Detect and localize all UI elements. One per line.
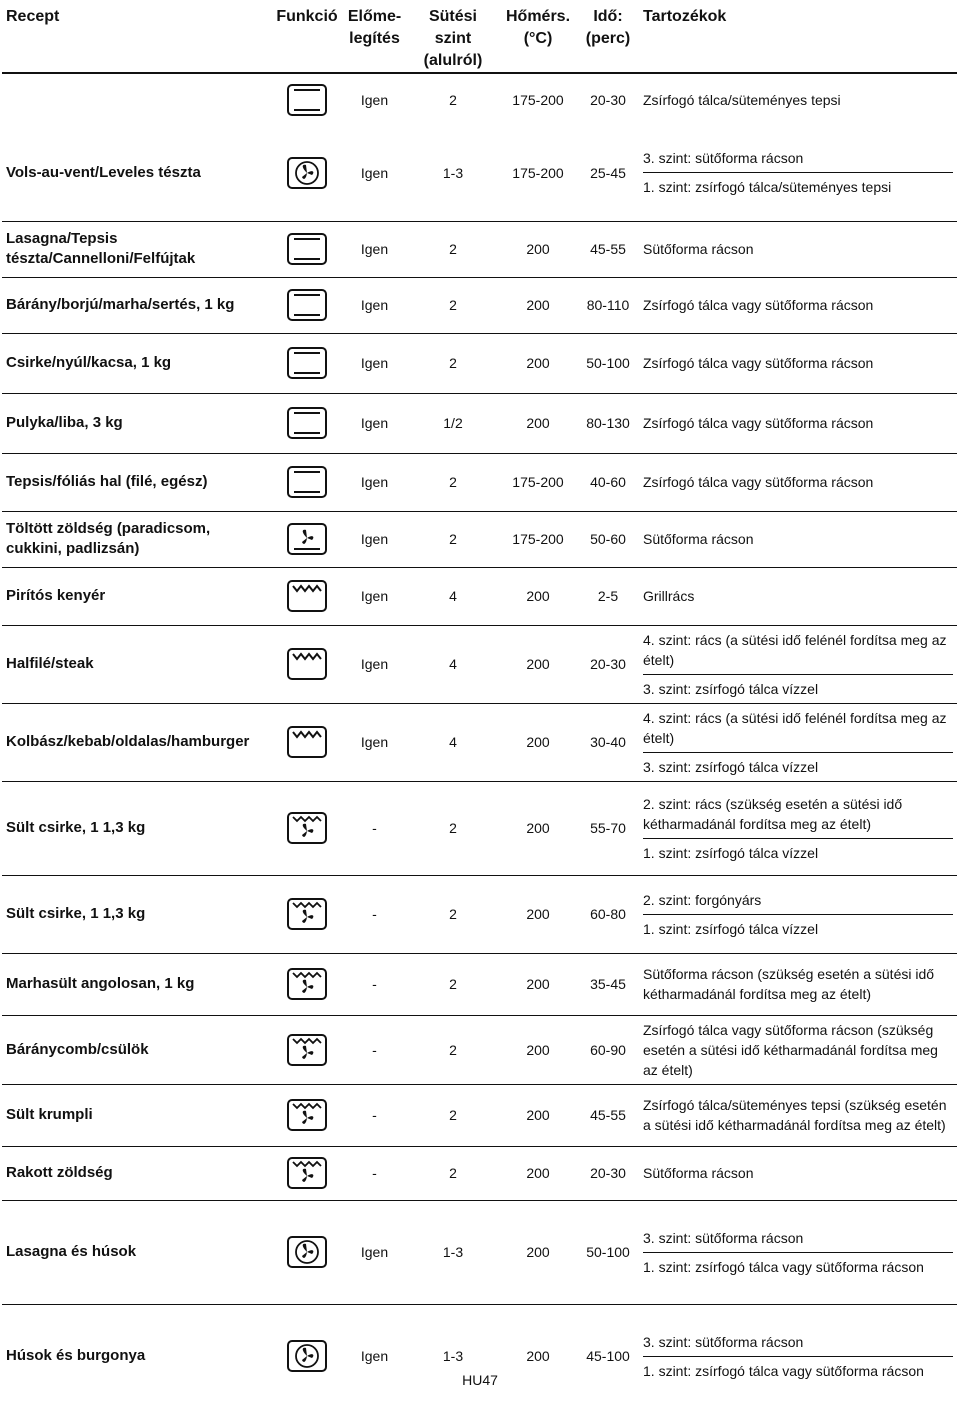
preheat-value: Igen [342, 703, 407, 781]
level-value: 4 [407, 567, 499, 625]
grill-icon [285, 646, 329, 682]
accessories-cell [639, 125, 957, 221]
level-value: 2 [449, 91, 457, 108]
temp-value: 200 [499, 221, 577, 277]
header-time: Idő: (perc) [577, 0, 639, 73]
accessory-line: 4. szint: rács (a sütési idő felénél fordítsa meg az ételt) [643, 709, 947, 746]
accessories-cell [639, 625, 957, 703]
accessory-line: Zsírfogó tálca/süteményes tepsi [643, 91, 841, 108]
accessories-cell [639, 781, 957, 875]
accessories-cell [639, 333, 957, 393]
turbo-grill-icon [285, 1155, 329, 1191]
table-row [2, 953, 957, 1015]
header-preheat: Előme- legítés [342, 0, 407, 73]
table-row [2, 1200, 957, 1304]
function-cell [272, 221, 342, 277]
time-value: 50-100 [577, 333, 639, 393]
turbo-grill-icon [285, 810, 329, 846]
function-cell [272, 453, 342, 511]
fan-bottom-icon [285, 521, 329, 557]
preheat-value: - [342, 1015, 407, 1084]
accessory-line: 1. szint: zsírfogó tálca vagy sütőforma rácson [643, 1356, 953, 1385]
preheat-value: - [342, 875, 407, 953]
temp-value: 200 [499, 277, 577, 333]
oven-top-bottom-icon [285, 287, 329, 323]
time-value: 40-60 [577, 453, 639, 511]
function-cell [272, 1015, 342, 1084]
accessories-cell [639, 393, 957, 453]
page-number: HU47 [462, 1372, 498, 1388]
fan-ring-icon [285, 155, 329, 191]
temp-value: 175-200 [512, 91, 564, 108]
function-cell [272, 333, 342, 393]
level-value: 2 [407, 781, 499, 875]
temp-value: 200 [499, 953, 577, 1015]
preheat-value: Igen [342, 1200, 407, 1304]
preheat-value: Igen [342, 453, 407, 511]
level-value: 2 [407, 875, 499, 953]
accessories-cell [639, 875, 957, 953]
preheat-value: Igen [360, 164, 389, 181]
function-cell [272, 1146, 342, 1200]
temp-value: 200 [499, 1200, 577, 1304]
level-value: 1-3 [407, 1200, 499, 1304]
preheat-value: Igen [342, 277, 407, 333]
oven-top-bottom-icon [285, 464, 329, 500]
recipe-name: Húsok és burgonya [2, 1304, 272, 1408]
recipe-name: Sült krumpli [2, 1084, 272, 1146]
table-row [2, 221, 957, 277]
table-row [2, 875, 957, 953]
function-cell [272, 1304, 342, 1408]
preheat-value: Igen [342, 333, 407, 393]
oven-top-bottom-icon [285, 345, 329, 381]
temp-value: 175-200 [499, 511, 577, 567]
accessory-line: Sütőforma rácson [643, 1165, 754, 1181]
temp-value: 200 [499, 625, 577, 703]
accessories-cell [639, 1015, 957, 1084]
level-value: 2 [407, 1084, 499, 1146]
preheat-value: Igen [342, 625, 407, 703]
preheat-value: Igen [342, 567, 407, 625]
table-row [2, 73, 957, 125]
table-row [2, 277, 957, 333]
function-cell [272, 953, 342, 1015]
level-value: 1/2 [407, 393, 499, 453]
recipe-name: Marhasült angolosan, 1 kg [2, 953, 272, 1015]
time-value: 80-110 [577, 277, 639, 333]
table-row [2, 1304, 957, 1408]
recipe-name: Lasagna/Tepsis tészta/Cannelloni/Felfújtak [2, 221, 272, 277]
accessory-line: 1. szint: zsírfogó tálca vagy sütőforma rácson [643, 1252, 953, 1281]
recipe-name: Sült csirke, 1 1,3 kg [2, 875, 272, 953]
table-body [2, 73, 957, 1408]
table-row [2, 1015, 957, 1084]
level-value: 1-3 [442, 164, 464, 181]
recipe-name: Töltött zöldség (paradicsom, cukkini, padlizsán) [2, 511, 272, 567]
accessories-cell [639, 953, 957, 1015]
turbo-grill-icon [285, 1032, 329, 1068]
level-value: 2 [407, 511, 499, 567]
accessory-line: 3. szint: zsírfogó tálca vízzel [643, 674, 953, 703]
turbo-grill-icon [285, 896, 329, 932]
temp-value: 200 [499, 1015, 577, 1084]
recipe-name: Bárány/borjú/marha/sertés, 1 kg [2, 277, 272, 333]
grill-icon [285, 724, 329, 760]
accessories-cell [639, 1146, 957, 1200]
recipe-name: Sült csirke, 1 1,3 kg [2, 781, 272, 875]
time-value: 20-30 [577, 1146, 639, 1200]
turbo-grill-icon [285, 1097, 329, 1133]
accessories-cell [639, 277, 957, 333]
level-value: 2 [407, 1146, 499, 1200]
time-value: 55-70 [577, 781, 639, 875]
accessories-cell [639, 703, 957, 781]
recipe-name: Rakott zöldség [2, 1146, 272, 1200]
preheat-value: - [342, 953, 407, 1015]
table-row [2, 703, 957, 781]
function-cell [272, 1084, 342, 1146]
recipe-name: Csirke/nyúl/kacsa, 1 kg [2, 333, 272, 393]
oven-top-bottom-icon [285, 231, 329, 267]
temp-value: 200 [499, 1146, 577, 1200]
recipe-name: Halfilé/steak [2, 625, 272, 703]
level-value: 1-3 [407, 1304, 499, 1408]
accessories-cell [639, 73, 957, 125]
time-value: 35-45 [577, 953, 639, 1015]
level-value: 2 [407, 333, 499, 393]
function-cell [272, 781, 342, 875]
recipe-name: Báránycomb/csülök [2, 1015, 272, 1084]
oven-top-bottom-icon [285, 405, 329, 441]
function-cell [272, 567, 342, 625]
preheat-value: Igen [342, 511, 407, 567]
accessory-line: Sütőforma rácson [643, 531, 754, 547]
function-cell [272, 875, 342, 953]
accessory-line: 4. szint: rács (a sütési idő felénél fordítsa meg az ételt) [643, 631, 947, 668]
table-row [2, 393, 957, 453]
recipe-name: Kolbász/kebab/oldalas/hamburger [2, 703, 272, 781]
accessories-cell [639, 453, 957, 511]
accessory-line: 3. szint: sütőforma rácson [643, 1229, 804, 1246]
turbo-grill-icon [285, 966, 329, 1002]
table-row [2, 333, 957, 393]
preheat-value: Igen [360, 91, 389, 108]
recipe-name: Pulyka/liba, 3 kg [2, 393, 272, 453]
time-value: 80-130 [577, 393, 639, 453]
function-cell [272, 703, 342, 781]
preheat-value: - [342, 1084, 407, 1146]
accessories-cell [639, 1304, 957, 1408]
accessories-cell [639, 1084, 957, 1146]
time-value: 60-90 [577, 1015, 639, 1084]
accessory-line: Grillrács [643, 588, 695, 604]
level-value: 2 [407, 221, 499, 277]
table-row [2, 453, 957, 511]
header-accessories: Tartozékok [639, 0, 957, 73]
recipe-table [2, 0, 957, 1408]
temp-value: 200 [499, 1084, 577, 1146]
time-value: 20-30 [590, 91, 626, 108]
level-value: 2 [407, 953, 499, 1015]
header-recipe: Recept [2, 0, 272, 73]
accessory-line: Zsírfogó tálca vagy sütőforma rácson (szükség esetén a sütési idő kétharmadánál fordítsa meg az ételt) [643, 1021, 938, 1078]
accessories-cell [639, 567, 957, 625]
accessories-cell [639, 221, 957, 277]
accessory-line: 3. szint: sütőforma rácson [643, 1333, 804, 1350]
accessory-line: Zsírfogó tálca vagy sütőforma rácson [643, 297, 874, 313]
accessory-line: Zsírfogó tálca/süteményes tepsi (szükség esetén a sütési idő kétharmadánál fordítsa meg az ételt) [643, 1097, 947, 1133]
time-value: 30-40 [577, 703, 639, 781]
time-value: 60-80 [577, 875, 639, 953]
time-value: 45-100 [577, 1304, 639, 1408]
accessory-line: Sütőforma rácson [643, 241, 754, 257]
header-temp: Hőmérs. (°C) [499, 0, 577, 73]
temp-value: 200 [499, 703, 577, 781]
function-cell [272, 73, 342, 125]
table-row [2, 125, 957, 221]
table-row [2, 1084, 957, 1146]
fan-ring-icon [285, 1338, 329, 1374]
accessory-line: 3. szint: zsírfogó tálca vízzel [643, 752, 953, 781]
table-row [2, 567, 957, 625]
table-row [2, 1146, 957, 1200]
recipe-name: Pirítós kenyér [2, 567, 272, 625]
recipe-name: Vols-au-vent/Leveles tészta [6, 163, 201, 181]
temp-value: 200 [499, 567, 577, 625]
time-value: 45-55 [577, 1084, 639, 1146]
accessory-line: Zsírfogó tálca vagy sütőforma rácson [643, 355, 874, 371]
table-row [2, 781, 957, 875]
level-value: 4 [407, 625, 499, 703]
preheat-value: Igen [342, 393, 407, 453]
accessory-line: 2. szint: rács (szükség esetén a sütési idő kétharmadánál fordítsa meg az ételt) [643, 795, 903, 832]
preheat-value: - [342, 781, 407, 875]
function-cell [272, 277, 342, 333]
grill-icon [285, 578, 329, 614]
time-value: 45-55 [577, 221, 639, 277]
accessory-line: 1. szint: zsírfogó tálca vízzel [643, 914, 953, 943]
temp-value: 200 [499, 333, 577, 393]
temp-value: 175-200 [499, 453, 577, 511]
level-value: 2 [407, 1015, 499, 1084]
time-value: 2-5 [577, 567, 639, 625]
time-value: 50-60 [577, 511, 639, 567]
preheat-value: Igen [342, 221, 407, 277]
header-function: Funkció [272, 0, 342, 73]
accessory-line: 2. szint: forgónyárs [643, 891, 762, 908]
accessories-cell [639, 1200, 957, 1304]
accessories-cell [639, 511, 957, 567]
preheat-value: - [342, 1146, 407, 1200]
preheat-value: Igen [342, 1304, 407, 1408]
temp-value: 200 [499, 781, 577, 875]
accessory-line: Zsírfogó tálca vagy sütőforma rácson [643, 415, 874, 431]
temp-value: 175-200 [512, 164, 564, 181]
level-value: 4 [407, 703, 499, 781]
table-header-row [2, 0, 957, 73]
function-cell [272, 511, 342, 567]
temp-value: 200 [499, 1304, 577, 1408]
function-cell [272, 393, 342, 453]
recipe-name [2, 73, 272, 125]
temp-value: 200 [499, 875, 577, 953]
accessory-line: Sütőforma rácson (szükség esetén a sütési idő kétharmadánál fordítsa meg az ételt) [643, 966, 935, 1002]
time-value: 20-30 [577, 625, 639, 703]
function-cell [272, 125, 342, 221]
table-row [2, 625, 957, 703]
oven-top-bottom-icon [285, 82, 329, 118]
recipe-name: Lasagna és húsok [2, 1200, 272, 1304]
recipe-name: Tepsis/fóliás hal (filé, egész) [2, 453, 272, 511]
time-value: 50-100 [577, 1200, 639, 1304]
accessory-line: 1. szint: zsírfogó tálca vízzel [643, 838, 953, 867]
header-level: Sütési szint (alulról) [407, 0, 499, 73]
accessory-line: 3. szint: sütőforma rácson [643, 150, 804, 167]
function-cell [272, 625, 342, 703]
function-cell [272, 1200, 342, 1304]
accessory-line: 1. szint: zsírfogó tálca/süteményes tepsi [643, 172, 953, 201]
level-value: 2 [407, 277, 499, 333]
time-value: 25-45 [590, 164, 626, 181]
level-value: 2 [407, 453, 499, 511]
table-row [2, 511, 957, 567]
accessory-line: Zsírfogó tálca vagy sütőforma rácson [643, 474, 874, 490]
temp-value: 200 [499, 393, 577, 453]
fan-ring-icon [285, 1234, 329, 1270]
